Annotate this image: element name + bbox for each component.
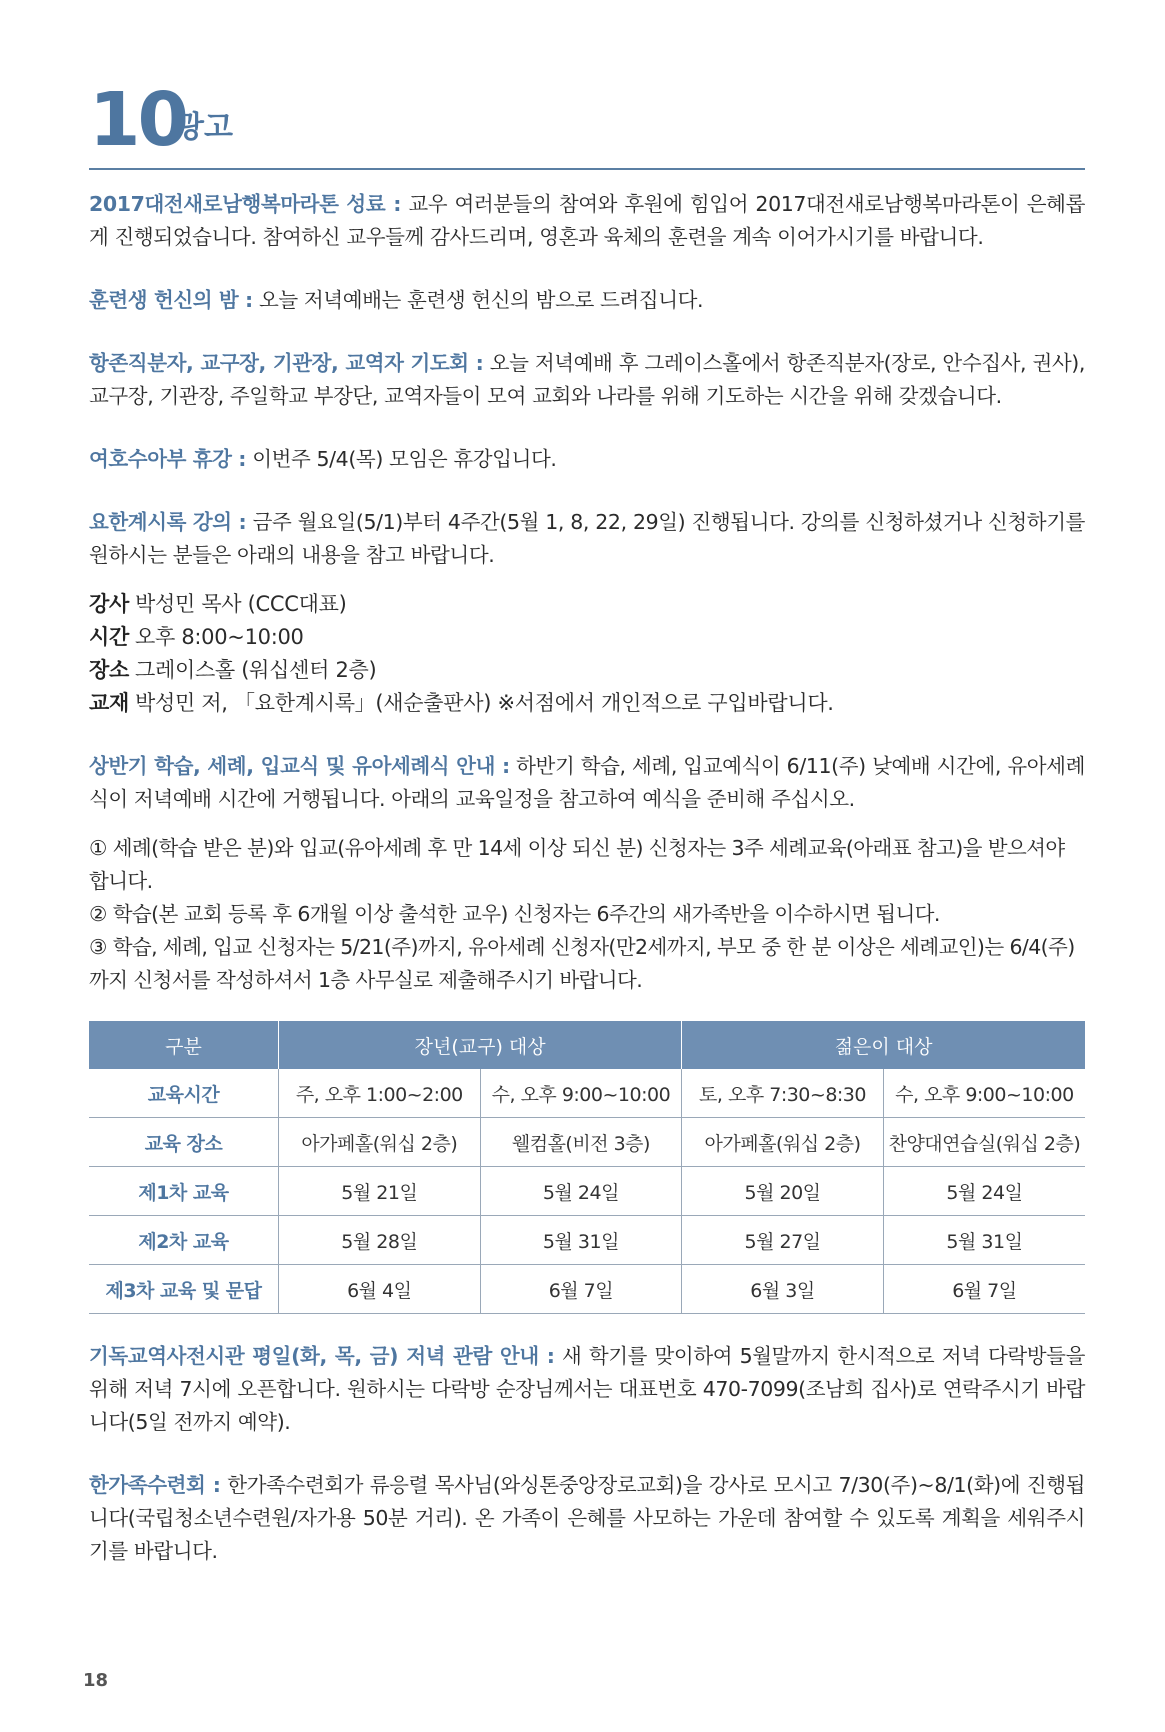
row-label: 제3차 교육 및 문답 [89, 1265, 279, 1314]
announcement-text: 금주 월요일(5/1)부터 4주간(5월 1, 8, 22, 29일) 진행됩니다. 강의를 신청하셨거나 신청하기를 원하시는 분들은 아래의 내용을 참고 바랍니다. [89, 510, 1086, 567]
announcement-text: 하반기 학습, 세례, 입교예식이 6/11(주) 낮예배 시간에, 유아세례식이 저녁예배 시간에 거행됩니다. 아래의 교육일정을 참고하여 예식을 준비해 주십시오. [89, 754, 1085, 811]
announcement-text: 새 학기를 맞이하여 5월말까지 한시적으로 저녁 다락방들을 위해 저녁 7시에 오픈합니다. 원하시는 다락방 순장님께서는 대표번호 470-7099(조남희 집사)로 연락주시기 바랍니다(5일 전까지 예약). [89, 1344, 1085, 1434]
baptism-note: ① 세례(학습 받은 분)와 입교(유아세례 후 만 14세 이상 되신 분) 신청자는 3주 세례교육(아래표 참고)을 받으셔야 합니다. [89, 836, 1065, 893]
announcement-text: 오늘 저녁예배 후 그레이스홀에서 항존직분자(장로, 안수집사, 권사), 교구장, 기관장, 주일학교 부장단, 교역자들이 모여 교회와 나라를 위해 기도하는 시간을 위해 갖겠습니다. [89, 351, 1085, 408]
lecture-detail-row [89, 687, 1085, 720]
announcement-revelation-lecture [89, 506, 1085, 572]
table-cell: 아가페홀(워십 2층) [279, 1118, 481, 1167]
detail-label: 장소 [89, 658, 129, 682]
table-cell: 5월 31일 [883, 1216, 1085, 1265]
table-cell: 웰컴홀(비전 3층) [480, 1118, 682, 1167]
announcement-trainee-night [89, 284, 1085, 317]
table-cell: 6월 3일 [682, 1265, 884, 1314]
announcement-heading: 기독교역사전시관 평일(화, 목, 금) 저녁 관람 안내 : [89, 1344, 555, 1368]
section-number: 10 [89, 77, 186, 163]
lecture-detail-row [89, 621, 1085, 654]
announcement-text: 한가족수련회가 류응렬 목사님(와싱톤중앙장로교회)을 강사로 모시고 7/30(주)~8/1(화)에 진행됩니다(국립청소년수련원/자가용 50분 거리). 온 가족이 은혜를 사모하는 가운데 참여할 수 있도록 계획을 세워주시기를 바랍니다. [89, 1473, 1086, 1563]
detail-value: 박성민 목사 (CCC대표) [134, 592, 347, 616]
lecture-details [89, 588, 1085, 720]
page-header [89, 77, 1085, 170]
table-cell: 수, 오후 9:00~10:00 [480, 1069, 682, 1118]
table-cell: 주, 오후 1:00~2:00 [279, 1069, 481, 1118]
announcement-baptism [89, 750, 1085, 816]
baptism-note: ② 학습(본 교회 등록 후 6개월 이상 출석한 교우) 신청자는 6주간의 새가족반을 이수하시면 됩니다. [89, 902, 940, 926]
announcement-prayer-meeting [89, 347, 1085, 413]
table-header: 장년(교구) 대상 [279, 1021, 682, 1069]
table-cell: 5월 27일 [682, 1216, 884, 1265]
baptism-note: ③ 학습, 세례, 입교 신청자는 5/21(주)까지, 유아세례 신청자(만2세까지, 부모 중 한 분 이상은 세례교인)는 6/4(주)까지 신청서를 작성하셔서 1층 사무실로 제출해주시기 바랍니다. [89, 935, 1075, 992]
table-row [89, 1167, 1085, 1216]
detail-label: 시간 [89, 625, 129, 649]
announcement-heading: 여호수아부 휴강 : [89, 447, 247, 471]
announcement-heading: 2017대전새로남행복마라톤 성료 : [89, 192, 401, 216]
announcement-text: 오늘 저녁예배는 훈련생 헌신의 밤으로 드려집니다. [252, 288, 704, 312]
row-label: 교육시간 [89, 1069, 279, 1118]
detail-value: 박성민 저, 「요한계시록」(새순출판사) ※서점에서 개인적으로 구입바랍니다. [134, 691, 834, 715]
announcement-heading: 한가족수련회 : [89, 1473, 221, 1497]
table-cell: 5월 31일 [480, 1216, 682, 1265]
announcement-history-museum [89, 1340, 1085, 1439]
table-cell: 6월 7일 [480, 1265, 682, 1314]
table-header: 구분 [89, 1021, 279, 1069]
announcement-marathon [89, 188, 1085, 254]
announcement-heading: 항존직분자, 교구장, 기관장, 교역자 기도회 : [89, 351, 484, 375]
table-cell: 5월 24일 [883, 1167, 1085, 1216]
table-header: 젊은이 대상 [682, 1021, 1085, 1069]
detail-label: 교재 [89, 691, 129, 715]
announcement-joshua-break [89, 443, 1085, 476]
announcement-heading: 훈련생 헌신의 밤 : [89, 288, 253, 312]
table-cell: 수, 오후 9:00~10:00 [883, 1069, 1085, 1118]
lecture-detail-row [89, 588, 1085, 621]
table-cell: 6월 4일 [279, 1265, 481, 1314]
table-row [89, 1069, 1085, 1118]
table-row [89, 1216, 1085, 1265]
table-cell: 찬양대연습실(워십 2층) [883, 1118, 1085, 1167]
row-label: 제2차 교육 [89, 1216, 279, 1265]
lecture-detail-row [89, 654, 1085, 687]
education-schedule-table [89, 1021, 1085, 1314]
row-label: 제1차 교육 [89, 1167, 279, 1216]
section-title: 광고 [175, 110, 233, 145]
announcement-heading: 상반기 학습, 세례, 입교식 및 유아세례식 안내 : [89, 754, 510, 778]
table-cell: 5월 28일 [279, 1216, 481, 1265]
page-number: 18 [83, 1670, 109, 1691]
baptism-notes [89, 832, 1085, 997]
detail-value: 그레이스홀 (워십센터 2층) [134, 658, 377, 682]
table-cell: 6월 7일 [883, 1265, 1085, 1314]
row-label: 교육 장소 [89, 1118, 279, 1167]
table-cell: 토, 오후 7:30~8:30 [682, 1069, 884, 1118]
table-row [89, 1118, 1085, 1167]
table-header-row [89, 1021, 1085, 1069]
table-cell: 5월 20일 [682, 1167, 884, 1216]
table-cell: 5월 24일 [480, 1167, 682, 1216]
announcement-family-retreat [89, 1469, 1085, 1568]
table-cell: 5월 21일 [279, 1167, 481, 1216]
announcements-content [89, 188, 1085, 1598]
table-row [89, 1265, 1085, 1314]
announcement-heading: 요한계시록 강의 : [89, 510, 247, 534]
announcement-text: 교우 여러분들의 참여와 후원에 힘입어 2017대전새로남행복마라톤이 은혜롭게 진행되었습니다. 참여하신 교우들께 감사드리며, 영혼과 육체의 훈련을 계속 이어가시기를 바랍니다. [89, 192, 1085, 249]
detail-label: 강사 [89, 592, 129, 616]
detail-value: 오후 8:00~10:00 [134, 625, 304, 649]
table-cell: 아가페홀(워십 2층) [682, 1118, 884, 1167]
announcement-text: 이번주 5/4(목) 모임은 휴강입니다. [246, 447, 557, 471]
